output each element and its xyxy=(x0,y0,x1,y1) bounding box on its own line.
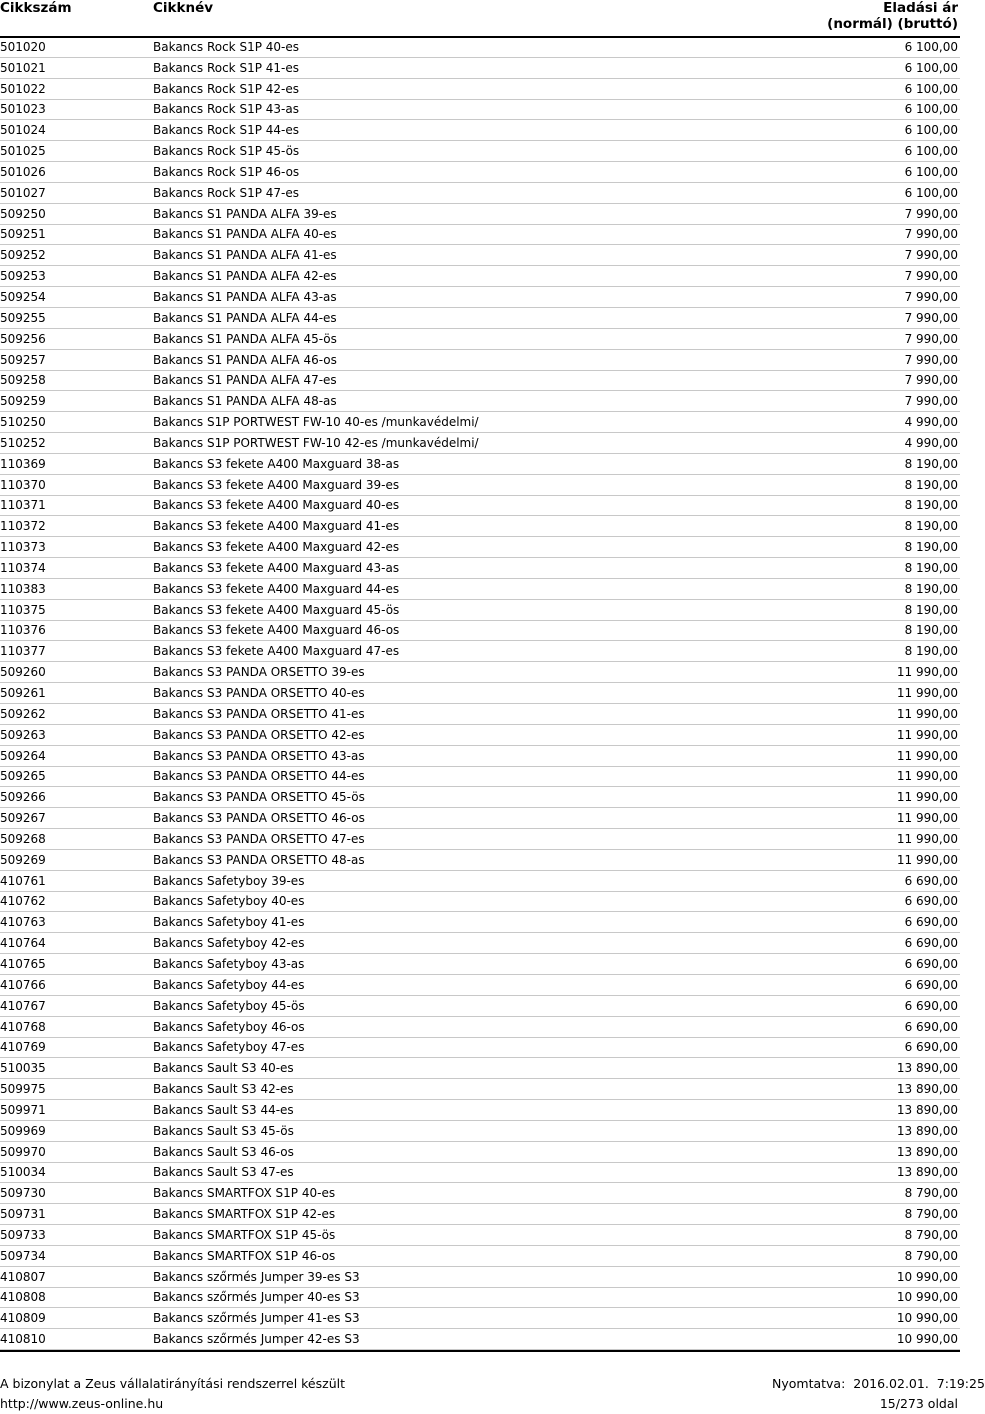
product-name: Bakancs Safetyboy 39-es xyxy=(153,873,305,888)
product-price: 8 190,00 xyxy=(904,623,958,638)
product-price: 11 990,00 xyxy=(896,790,958,805)
table-row xyxy=(0,516,960,537)
table-row xyxy=(0,350,960,371)
product-name: Bakancs szőrmés Jumper 41-es S3 xyxy=(153,1311,360,1326)
product-price: 11 990,00 xyxy=(896,769,958,784)
product-price: 6 100,00 xyxy=(904,164,958,179)
product-code: 501020 xyxy=(0,39,46,54)
product-price: 4 990,00 xyxy=(904,415,958,430)
product-price: 13 890,00 xyxy=(896,1165,958,1180)
table-row xyxy=(0,141,960,162)
product-price: 8 790,00 xyxy=(904,1248,958,1263)
product-name: Bakancs S3 fekete A400 Maxguard 47-es xyxy=(153,644,400,659)
table-row xyxy=(0,183,960,204)
table-row xyxy=(0,912,960,933)
table-row xyxy=(0,579,960,600)
product-name: Bakancs Sault S3 44-es xyxy=(153,1102,294,1117)
product-price: 7 990,00 xyxy=(904,352,958,367)
product-name: Bakancs S3 fekete A400 Maxguard 39-es xyxy=(153,477,400,492)
page-number: 15/273 oldal xyxy=(879,1396,958,1411)
table-row xyxy=(0,954,960,975)
product-name: Bakancs S1 PANDA ALFA 48-as xyxy=(153,394,337,409)
table-row xyxy=(0,162,960,183)
product-price: 13 890,00 xyxy=(896,1123,958,1138)
table-row xyxy=(0,641,960,662)
table-end-divider xyxy=(0,1350,960,1352)
product-code: 110370 xyxy=(0,477,46,492)
column-header-code: Cikkszám xyxy=(0,0,72,16)
product-code: 501026 xyxy=(0,164,46,179)
product-code: 501027 xyxy=(0,185,46,200)
product-price: 6 100,00 xyxy=(904,123,958,138)
product-price: 11 990,00 xyxy=(896,665,958,680)
product-name: Bakancs S3 PANDA ORSETTO 48-as xyxy=(153,852,365,867)
table-row xyxy=(0,391,960,412)
product-code: 410764 xyxy=(0,936,46,951)
product-name: Bakancs Safetyboy 43-as xyxy=(153,956,305,971)
product-name: Bakancs S3 fekete A400 Maxguard 46-os xyxy=(153,623,400,638)
table-row xyxy=(0,600,960,621)
table-row xyxy=(0,245,960,266)
table-row xyxy=(0,225,960,246)
product-code: 110369 xyxy=(0,456,46,471)
product-name: Bakancs S3 fekete A400 Maxguard 41-es xyxy=(153,519,400,534)
product-name: Bakancs S1 PANDA ALFA 42-es xyxy=(153,269,337,284)
product-name: Bakancs Rock S1P 40-es xyxy=(153,39,299,54)
product-name: Bakancs Sault S3 47-es xyxy=(153,1165,294,1180)
product-code: 509969 xyxy=(0,1123,46,1138)
product-price: 7 990,00 xyxy=(904,289,958,304)
table-row xyxy=(0,767,960,788)
product-name: Bakancs szőrmés Jumper 42-es S3 xyxy=(153,1332,360,1347)
column-header-price: Eladási ár xyxy=(883,0,958,16)
product-code: 510252 xyxy=(0,435,46,450)
product-name: Bakancs Safetyboy 47-es xyxy=(153,1040,305,1055)
product-name: Bakancs S1 PANDA ALFA 45-ös xyxy=(153,331,337,346)
product-code: 509251 xyxy=(0,227,46,242)
product-code: 501024 xyxy=(0,123,46,138)
table-row xyxy=(0,662,960,683)
table-row xyxy=(0,808,960,829)
product-price: 7 990,00 xyxy=(904,394,958,409)
product-name: Bakancs Safetyboy 42-es xyxy=(153,936,305,951)
product-name: Bakancs Sault S3 46-os xyxy=(153,1144,294,1159)
product-name: Bakancs S3 PANDA ORSETTO 47-es xyxy=(153,831,365,846)
product-price: 13 890,00 xyxy=(896,1082,958,1097)
table-row xyxy=(0,1038,960,1059)
product-code: 509263 xyxy=(0,727,46,742)
product-price: 6 690,00 xyxy=(904,977,958,992)
table-row xyxy=(0,266,960,287)
product-price: 6 690,00 xyxy=(904,936,958,951)
product-code: 110376 xyxy=(0,623,46,638)
product-code: 509252 xyxy=(0,248,46,263)
table-row xyxy=(0,308,960,329)
table-row xyxy=(0,1017,960,1038)
product-price: 10 990,00 xyxy=(896,1269,958,1284)
table-row xyxy=(0,1079,960,1100)
generated-by-note: A bizonylat a Zeus vállalatirányítási rendszerrel készült xyxy=(0,1376,345,1391)
product-name: Bakancs SMARTFOX S1P 42-es xyxy=(153,1207,336,1222)
product-price: 8 190,00 xyxy=(904,519,958,534)
product-price: 11 990,00 xyxy=(896,831,958,846)
product-price: 6 690,00 xyxy=(904,894,958,909)
product-price: 11 990,00 xyxy=(896,727,958,742)
product-price: 7 990,00 xyxy=(904,269,958,284)
table-row xyxy=(0,433,960,454)
product-code: 410766 xyxy=(0,977,46,992)
product-name: Bakancs Rock S1P 46-os xyxy=(153,164,300,179)
table-row xyxy=(0,496,960,517)
table-row xyxy=(0,933,960,954)
table-row xyxy=(0,787,960,808)
product-price: 11 990,00 xyxy=(896,811,958,826)
product-price: 6 100,00 xyxy=(904,102,958,117)
table-row xyxy=(0,1058,960,1079)
product-code: 410767 xyxy=(0,998,46,1013)
product-code: 509970 xyxy=(0,1144,46,1159)
product-name: Bakancs S3 PANDA ORSETTO 41-es xyxy=(153,706,365,721)
product-code: 410765 xyxy=(0,956,46,971)
table-row xyxy=(0,1225,960,1246)
product-code: 110383 xyxy=(0,581,46,596)
product-code: 509255 xyxy=(0,310,46,325)
product-price: 8 190,00 xyxy=(904,498,958,513)
product-name: Bakancs S3 PANDA ORSETTO 42-es xyxy=(153,727,365,742)
product-code: 410808 xyxy=(0,1290,46,1305)
table-row xyxy=(0,37,960,58)
product-price: 6 690,00 xyxy=(904,1019,958,1034)
product-name: Bakancs S3 fekete A400 Maxguard 43-as xyxy=(153,560,400,575)
table-row xyxy=(0,204,960,225)
product-code: 509258 xyxy=(0,373,46,388)
table-row xyxy=(0,892,960,913)
product-code: 509261 xyxy=(0,686,46,700)
product-name: Bakancs Rock S1P 44-es xyxy=(153,123,299,138)
table-row xyxy=(0,621,960,642)
product-code: 510035 xyxy=(0,1061,46,1076)
product-code: 509262 xyxy=(0,706,46,721)
table-row xyxy=(0,329,960,350)
product-code: 509975 xyxy=(0,1082,46,1097)
product-code: 410768 xyxy=(0,1019,46,1034)
table-row xyxy=(0,475,960,496)
product-price: 7 990,00 xyxy=(904,248,958,263)
product-price: 11 990,00 xyxy=(896,686,958,700)
product-name: Bakancs S1 PANDA ALFA 46-os xyxy=(153,352,337,367)
product-price: 10 990,00 xyxy=(896,1311,958,1326)
table-row xyxy=(0,725,960,746)
product-code: 110373 xyxy=(0,540,46,555)
product-name: Bakancs S1P PORTWEST FW-10 40-es /munkavédelmi/ xyxy=(153,415,479,430)
product-name: Bakancs SMARTFOX S1P 46-os xyxy=(153,1248,336,1263)
product-name: Bakancs S3 PANDA ORSETTO 45-ös xyxy=(153,790,365,805)
product-code: 410763 xyxy=(0,915,46,930)
table-row xyxy=(0,287,960,308)
product-name: Bakancs S3 fekete A400 Maxguard 45-ös xyxy=(153,602,400,617)
product-price: 6 690,00 xyxy=(904,873,958,888)
table-row xyxy=(0,412,960,433)
product-name: Bakancs szőrmés Jumper 39-es S3 xyxy=(153,1269,360,1284)
product-table xyxy=(0,37,960,1350)
product-code: 509734 xyxy=(0,1248,46,1263)
product-code: 110375 xyxy=(0,602,46,617)
product-code: 509730 xyxy=(0,1186,46,1201)
product-code: 509268 xyxy=(0,831,46,846)
product-code: 510034 xyxy=(0,1165,46,1180)
product-price: 11 990,00 xyxy=(896,852,958,867)
product-name: Bakancs Rock S1P 47-es xyxy=(153,185,299,200)
product-name: Bakancs Sault S3 42-es xyxy=(153,1082,294,1097)
table-row xyxy=(0,704,960,725)
table-row xyxy=(0,1121,960,1142)
product-price: 8 790,00 xyxy=(904,1207,958,1222)
product-price: 6 100,00 xyxy=(904,81,958,96)
product-name: Bakancs S1 PANDA ALFA 43-as xyxy=(153,289,337,304)
product-name: Bakancs Rock S1P 41-es xyxy=(153,60,299,75)
product-name: Bakancs Safetyboy 44-es xyxy=(153,977,305,992)
table-row xyxy=(0,1267,960,1288)
product-price: 6 690,00 xyxy=(904,956,958,971)
product-code: 509260 xyxy=(0,665,46,680)
table-row xyxy=(0,371,960,392)
product-name: Bakancs szőrmés Jumper 40-es S3 xyxy=(153,1290,360,1305)
product-name: Bakancs S3 PANDA ORSETTO 43-as xyxy=(153,748,365,763)
table-row xyxy=(0,1329,960,1350)
table-header xyxy=(0,0,960,38)
product-price: 8 190,00 xyxy=(904,477,958,492)
page-footer xyxy=(0,1374,985,1414)
product-price: 8 190,00 xyxy=(904,602,958,617)
product-price: 7 990,00 xyxy=(904,310,958,325)
table-row xyxy=(0,746,960,767)
table-row xyxy=(0,1100,960,1121)
product-name: Bakancs Sault S3 45-ös xyxy=(153,1123,294,1138)
product-price: 10 990,00 xyxy=(896,1332,958,1347)
product-code: 110377 xyxy=(0,644,46,659)
product-price: 8 190,00 xyxy=(904,540,958,555)
product-name: Bakancs Safetyboy 45-ös xyxy=(153,998,305,1013)
product-price: 6 100,00 xyxy=(904,144,958,159)
table-row xyxy=(0,996,960,1017)
product-code: 501022 xyxy=(0,81,46,96)
product-code: 509971 xyxy=(0,1102,46,1117)
product-code: 509253 xyxy=(0,269,46,284)
product-name: Bakancs S3 PANDA ORSETTO 40-es xyxy=(153,686,365,700)
product-price: 6 100,00 xyxy=(904,39,958,54)
table-row xyxy=(0,558,960,579)
product-code: 110372 xyxy=(0,519,46,534)
product-name: Bakancs Sault S3 40-es xyxy=(153,1061,294,1076)
product-code: 501025 xyxy=(0,144,46,159)
product-name: Bakancs Safetyboy 46-os xyxy=(153,1019,305,1034)
product-name: Bakancs Rock S1P 45-ös xyxy=(153,144,300,159)
product-price: 10 990,00 xyxy=(896,1290,958,1305)
product-name: Bakancs S3 fekete A400 Maxguard 42-es xyxy=(153,540,400,555)
table-row xyxy=(0,79,960,100)
product-code: 509269 xyxy=(0,852,46,867)
product-code: 410762 xyxy=(0,894,46,909)
table-row xyxy=(0,829,960,850)
product-name: Bakancs Rock S1P 43-as xyxy=(153,102,299,117)
product-code: 410809 xyxy=(0,1311,46,1326)
product-code: 509256 xyxy=(0,331,46,346)
product-price: 13 890,00 xyxy=(896,1102,958,1117)
product-code: 509267 xyxy=(0,811,46,826)
table-row xyxy=(0,537,960,558)
table-row xyxy=(0,1183,960,1204)
product-name: Bakancs S3 PANDA ORSETTO 46-os xyxy=(153,811,365,826)
table-row xyxy=(0,1204,960,1225)
product-price: 8 190,00 xyxy=(904,581,958,596)
table-row xyxy=(0,1288,960,1309)
product-code: 509254 xyxy=(0,289,46,304)
product-code: 509266 xyxy=(0,790,46,805)
product-code: 410810 xyxy=(0,1332,46,1347)
product-price: 4 990,00 xyxy=(904,435,958,450)
product-price: 6 690,00 xyxy=(904,915,958,930)
product-name: Bakancs S3 fekete A400 Maxguard 44-es xyxy=(153,581,400,596)
product-price: 8 190,00 xyxy=(904,644,958,659)
product-code: 410769 xyxy=(0,1040,46,1055)
product-code: 501021 xyxy=(0,60,46,75)
product-name: Bakancs Rock S1P 42-es xyxy=(153,81,299,96)
product-price: 8 190,00 xyxy=(904,456,958,471)
column-header-price-sub: (normál) (bruttó) xyxy=(827,16,958,32)
product-code: 501023 xyxy=(0,102,46,117)
product-code: 509733 xyxy=(0,1227,46,1242)
product-price: 8 790,00 xyxy=(904,1227,958,1242)
column-header-name: Cikknév xyxy=(153,0,214,16)
product-price: 11 990,00 xyxy=(896,748,958,763)
product-code: 110374 xyxy=(0,560,46,575)
product-code: 509264 xyxy=(0,748,46,763)
product-price: 7 990,00 xyxy=(904,331,958,346)
product-price: 7 990,00 xyxy=(904,373,958,388)
table-row xyxy=(0,100,960,121)
product-price: 13 890,00 xyxy=(896,1061,958,1076)
product-name: Bakancs S1 PANDA ALFA 44-es xyxy=(153,310,337,325)
product-price: 11 990,00 xyxy=(896,706,958,721)
product-code: 410761 xyxy=(0,873,46,888)
product-price: 8 790,00 xyxy=(904,1186,958,1201)
product-price: 7 990,00 xyxy=(904,206,958,221)
product-name: Bakancs S1P PORTWEST FW-10 42-es /munkavédelmi/ xyxy=(153,435,479,450)
product-price: 7 990,00 xyxy=(904,227,958,242)
table-row xyxy=(0,58,960,79)
table-row xyxy=(0,120,960,141)
product-price: 6 690,00 xyxy=(904,1040,958,1055)
product-name: Bakancs SMARTFOX S1P 45-ös xyxy=(153,1227,336,1242)
table-row xyxy=(0,1142,960,1163)
table-row xyxy=(0,1163,960,1184)
table-row xyxy=(0,1246,960,1267)
printed-timestamp: Nyomtatva: 2016.02.01. 7:19:25 xyxy=(772,1376,985,1391)
product-price: 6 100,00 xyxy=(904,185,958,200)
table-row xyxy=(0,1308,960,1329)
product-code: 509259 xyxy=(0,394,46,409)
product-name: Bakancs S3 PANDA ORSETTO 39-es xyxy=(153,665,365,680)
product-price: 6 100,00 xyxy=(904,60,958,75)
table-row xyxy=(0,454,960,475)
product-name: Bakancs S3 PANDA ORSETTO 44-es xyxy=(153,769,365,784)
product-name: Bakancs Safetyboy 40-es xyxy=(153,894,305,909)
table-row xyxy=(0,683,960,704)
product-code: 509731 xyxy=(0,1207,46,1222)
product-code: 110371 xyxy=(0,498,46,513)
product-code: 509250 xyxy=(0,206,46,221)
product-name: Bakancs S1 PANDA ALFA 39-es xyxy=(153,206,337,221)
product-name: Bakancs Safetyboy 41-es xyxy=(153,915,305,930)
product-price: 8 190,00 xyxy=(904,560,958,575)
product-code: 410807 xyxy=(0,1269,46,1284)
website-link[interactable]: http://www.zeus-online.hu xyxy=(0,1396,164,1411)
product-code: 509257 xyxy=(0,352,46,367)
product-name: Bakancs S3 fekete A400 Maxguard 40-es xyxy=(153,498,400,513)
product-name: Bakancs S1 PANDA ALFA 41-es xyxy=(153,248,337,263)
product-name: Bakancs S3 fekete A400 Maxguard 38-as xyxy=(153,456,400,471)
table-row xyxy=(0,975,960,996)
table-row xyxy=(0,850,960,871)
product-code: 509265 xyxy=(0,769,46,784)
product-name: Bakancs SMARTFOX S1P 40-es xyxy=(153,1186,336,1201)
table-row xyxy=(0,871,960,892)
product-name: Bakancs S1 PANDA ALFA 47-es xyxy=(153,373,337,388)
product-code: 510250 xyxy=(0,415,46,430)
product-price: 13 890,00 xyxy=(896,1144,958,1159)
product-price: 6 690,00 xyxy=(904,998,958,1013)
product-name: Bakancs S1 PANDA ALFA 40-es xyxy=(153,227,337,242)
